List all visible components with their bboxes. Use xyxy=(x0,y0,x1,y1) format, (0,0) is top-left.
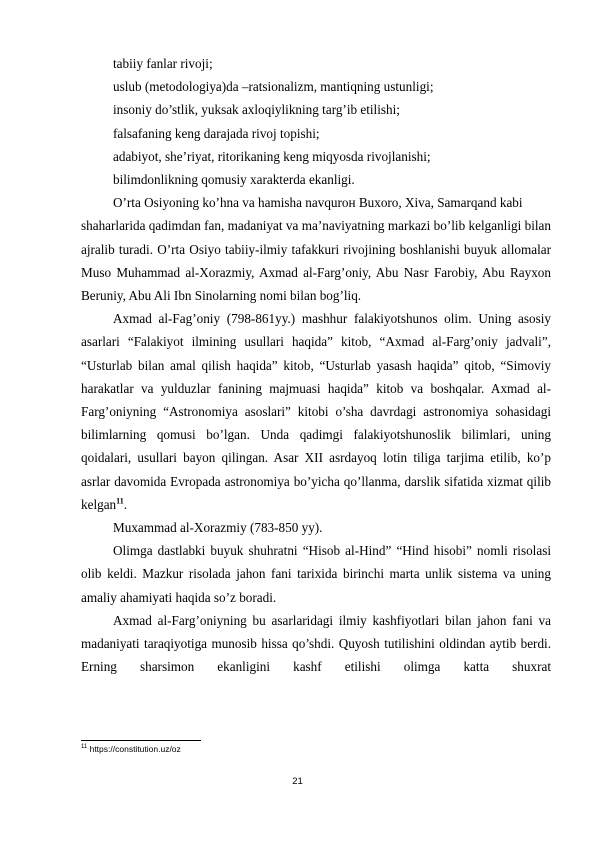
list-item: adabiyot, she’riyat, ritorikaning keng miqyosda rivojlanishi; xyxy=(113,148,431,164)
paragraph-hisob: Olimga dastlabki buyuk shuhratni “Hisob al-Hind” “Hind hisobi” nomli risolasi olib keldi. Mazkur risolada jahon fani tarixida birinchi marta unlik sistema va uning amaliy ahamiyati haqida so’z boradi. xyxy=(81,543,551,605)
paragraph-cities: shaharlarida qadimdan fan, madaniyat va ma’naviyatning markazi bo’lib kelganligi bilan ajralib turadi. O’rta Osiyo tabiiy-ilmiy tafakkuri rivojining boshlanishi buyuk allomalar Muso Muhammad al-Xorazmiy, Axmad al-Farg’oniy, Abu Nasr Farobiy, Abu Rayxon Beruniy, Abu Ali Ibn Sinolarning nomi bilan bog’liq. xyxy=(81,218,551,303)
page-body xyxy=(81,52,551,678)
paragraph-fargoniy-end: . xyxy=(123,496,128,512)
intro-line: O’rta Osiyoning ko’hna va hamisha navqurон Buxoro, Xiva, Samarqand kabi xyxy=(113,195,523,211)
footnote xyxy=(81,743,181,755)
footnote-number: 11 xyxy=(81,744,88,751)
paragraph-discoveries: Axmad al-Farg’oniyning bu asarlaridagi ilmiy kashfiyotlari bilan jahon fani va madaniyati taraqiyotiga munosib hissa qo’shdi. Quyosh tutilishini oldindan aytib berdi. Erning sharsimon ekanligini kashf etilishi olimga katta shuxrat xyxy=(81,612,551,675)
list-item: falsafaning keng darajada rivoj topishi; xyxy=(113,125,320,141)
list-item: tabiiy fanlar rivoji; xyxy=(113,56,213,71)
footnote-divider xyxy=(81,740,201,741)
paragraph-fargoniy-text: Axmad al-Fag’oniy (798-861yy.) mashhur falakiyotshunos olim. Uning asosiy asarlari “Falakiyot ilmining usullari haqida” kitob, “Axmad al-Farg’oniy jadvali”, “Usturlab bilan amal qilish haqida” kitob, “Usturlab yasash haqida” qitob, “Simoviy harakatlar va yulduzlar fanining majmuasi haqida” kitob va boshqalar. Axmad al-Farg’oniyning “Astronomiya asoslari” kitobi o’sha davrdagi astronomiya sohasidagi bilimlarning qomusi bo’lgan. Unda qadimgi falakiyotshunoslik bilimlari, uning qoidalari, usullari bayon qilingan. Asar XII asrdayoq lotin tiliga tarjima etilib, ko’p asrlar davomida Evropada astronomiya bo’yicha qo’llanma, darslik sifatida xizmat qilib kelgan xyxy=(81,311,551,512)
section-heading: Muxammad al-Xorazmiy (783-850 yy). xyxy=(113,519,323,535)
page-number: 21 xyxy=(292,776,303,787)
list-item: uslub (metodologiya)da –ratsionalizm, mantiqning ustunligi; xyxy=(113,79,434,95)
footnote-reference[interactable]: 11 xyxy=(116,496,124,506)
list-item: insoniy do’stlik, yuksak axloqiylikning targ’ib etilishi; xyxy=(113,102,400,118)
footnote-link[interactable]: https://constitution.uz/oz xyxy=(87,744,181,754)
list-item: bilimdonlikning qomusiy xarakterda ekanligi. xyxy=(113,171,355,187)
paragraph-fargoniy xyxy=(81,307,551,516)
